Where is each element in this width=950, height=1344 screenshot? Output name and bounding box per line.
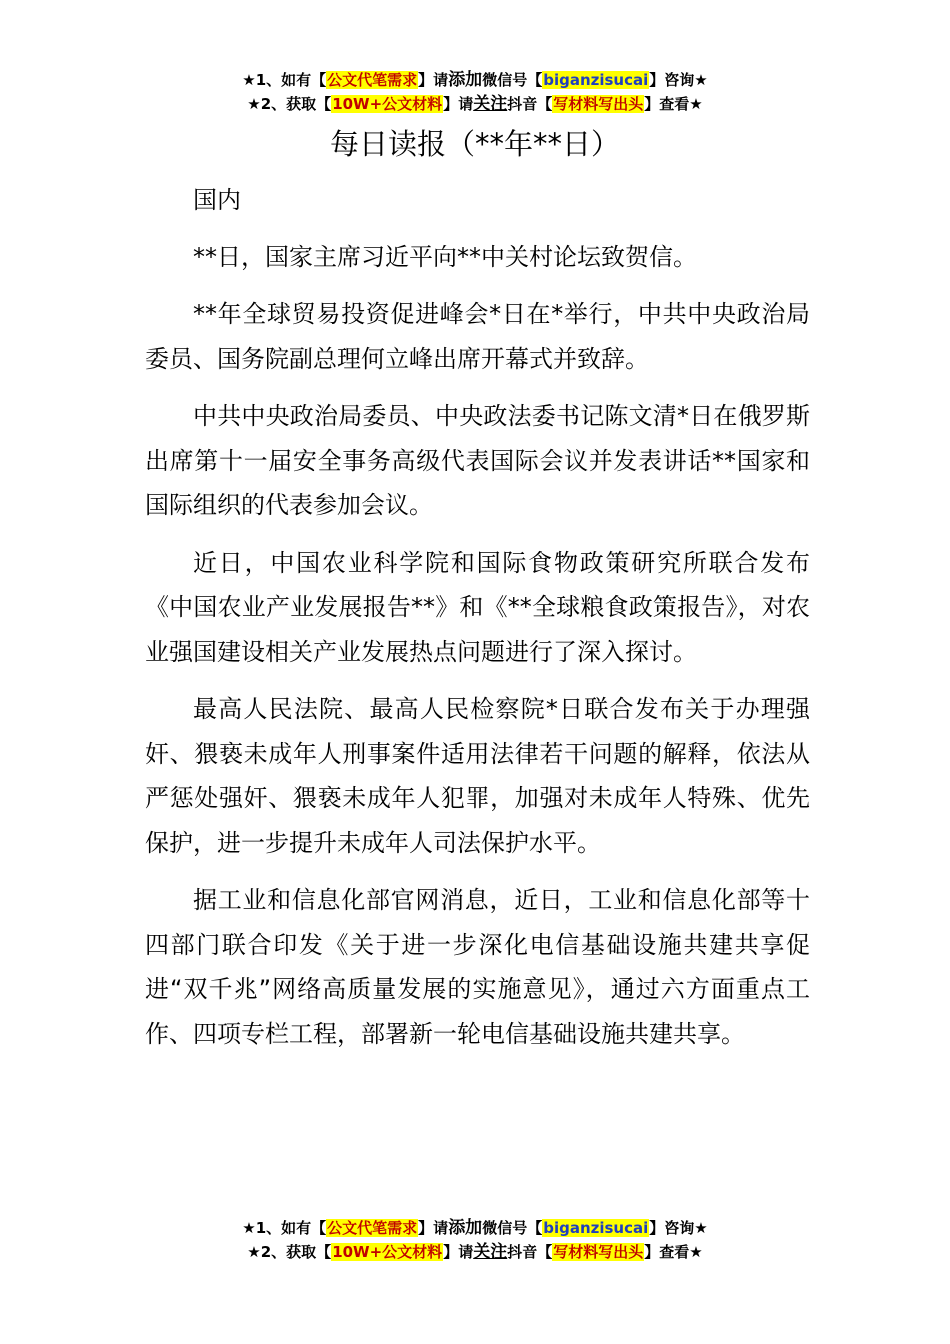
promo-text: ★1、如有【 [242,71,327,89]
promo-text: ★2、获取【 [247,95,332,113]
promo-text: 】查看★ [644,95,703,113]
news-paragraph-2: **年全球贸易投资促进峰会*日在*举行，中共中央政治局委员、国务院副总理何立峰出席开幕式并致辞。 [145,300,810,373]
news-paragraph-4: 近日，中国农业科学院和国际食物政策研究所联合发布《中国农业产业发展报告**》和《**全球粮食政策报告》，对农业强国建设相关产业发展热点问题进行了深入探讨。 [145,548,810,666]
promo-highlight: 10W+公文材料 [332,95,443,113]
promo-emphasis: 关注 [473,94,508,114]
promo-text: 抖音【 [507,1243,553,1261]
promo-text: ★2、获取【 [247,1243,332,1261]
promo-douyin-id: 写材料写出头 [553,95,644,113]
promo-text: ★1、如有【 [242,1219,327,1237]
news-paragraph-5: 最高人民法院、最高人民检察院*日联合发布关于办理强奸、猥亵未成年人刑事案件适用法律若干问题的解释，依法从严惩处强奸、猥亵未成年人犯罪，加强对未成年人特殊、优先保护，进一步提升未成年人司法保护水平。 [145,695,810,857]
document-body [145,178,810,1069]
promo-highlight: 10W+公文材料 [332,1243,443,1261]
promo-line-2 [0,92,950,116]
news-paragraph-1: **日，国家主席习近平向**中关村论坛致贺信。 [193,242,697,271]
section-heading: 国内 [193,186,241,214]
promo-text: 】咨询★ [649,71,708,89]
promo-banner-bottom [0,1216,950,1264]
promo-emphasis: 添加 [448,70,483,90]
promo-text: 】请 [443,95,474,113]
promo-emphasis: 关注 [473,1242,508,1262]
promo-text: 】请 [418,1219,449,1237]
document-title: 每日读报（**年**日） [329,127,620,161]
news-paragraph-6: 据工业和信息化部官网消息，近日，工业和信息化部等十四部门联合印发《关于进一步深化电信基础设施共建共享促进“双千兆”网络高质量发展的实施意见》，通过六方面重点工作、四项专栏工程，部署新一轮电信基础设施共建共享。 [145,886,810,1048]
promo-line-1 [0,68,950,92]
promo-wechat-id: biganzisucai [543,71,649,89]
promo-emphasis: 添加 [448,1218,483,1238]
promo-banner-top [0,68,950,116]
promo-highlight: 公文代笔需求 [327,1219,418,1237]
promo-text: 微信号【 [482,1219,543,1237]
promo-wechat-id: biganzisucai [543,1219,649,1237]
promo-line-2 [0,1240,950,1264]
promo-text: 】查看★ [644,1243,703,1261]
promo-text: 抖音【 [507,95,553,113]
promo-highlight: 公文代笔需求 [327,71,418,89]
promo-text: 微信号【 [482,71,543,89]
promo-text: 】请 [418,71,449,89]
news-paragraph-3: 中共中央政治局委员、中央政法委书记陈文清*日在俄罗斯出席第十一届安全事务高级代表国际会议并发表讲话**国家和国际组织的代表参加会议。 [145,402,810,519]
promo-text: 】请 [443,1243,474,1261]
promo-douyin-id: 写材料写出头 [553,1243,644,1261]
promo-line-1 [0,1216,950,1240]
promo-text: 】咨询★ [649,1219,708,1237]
